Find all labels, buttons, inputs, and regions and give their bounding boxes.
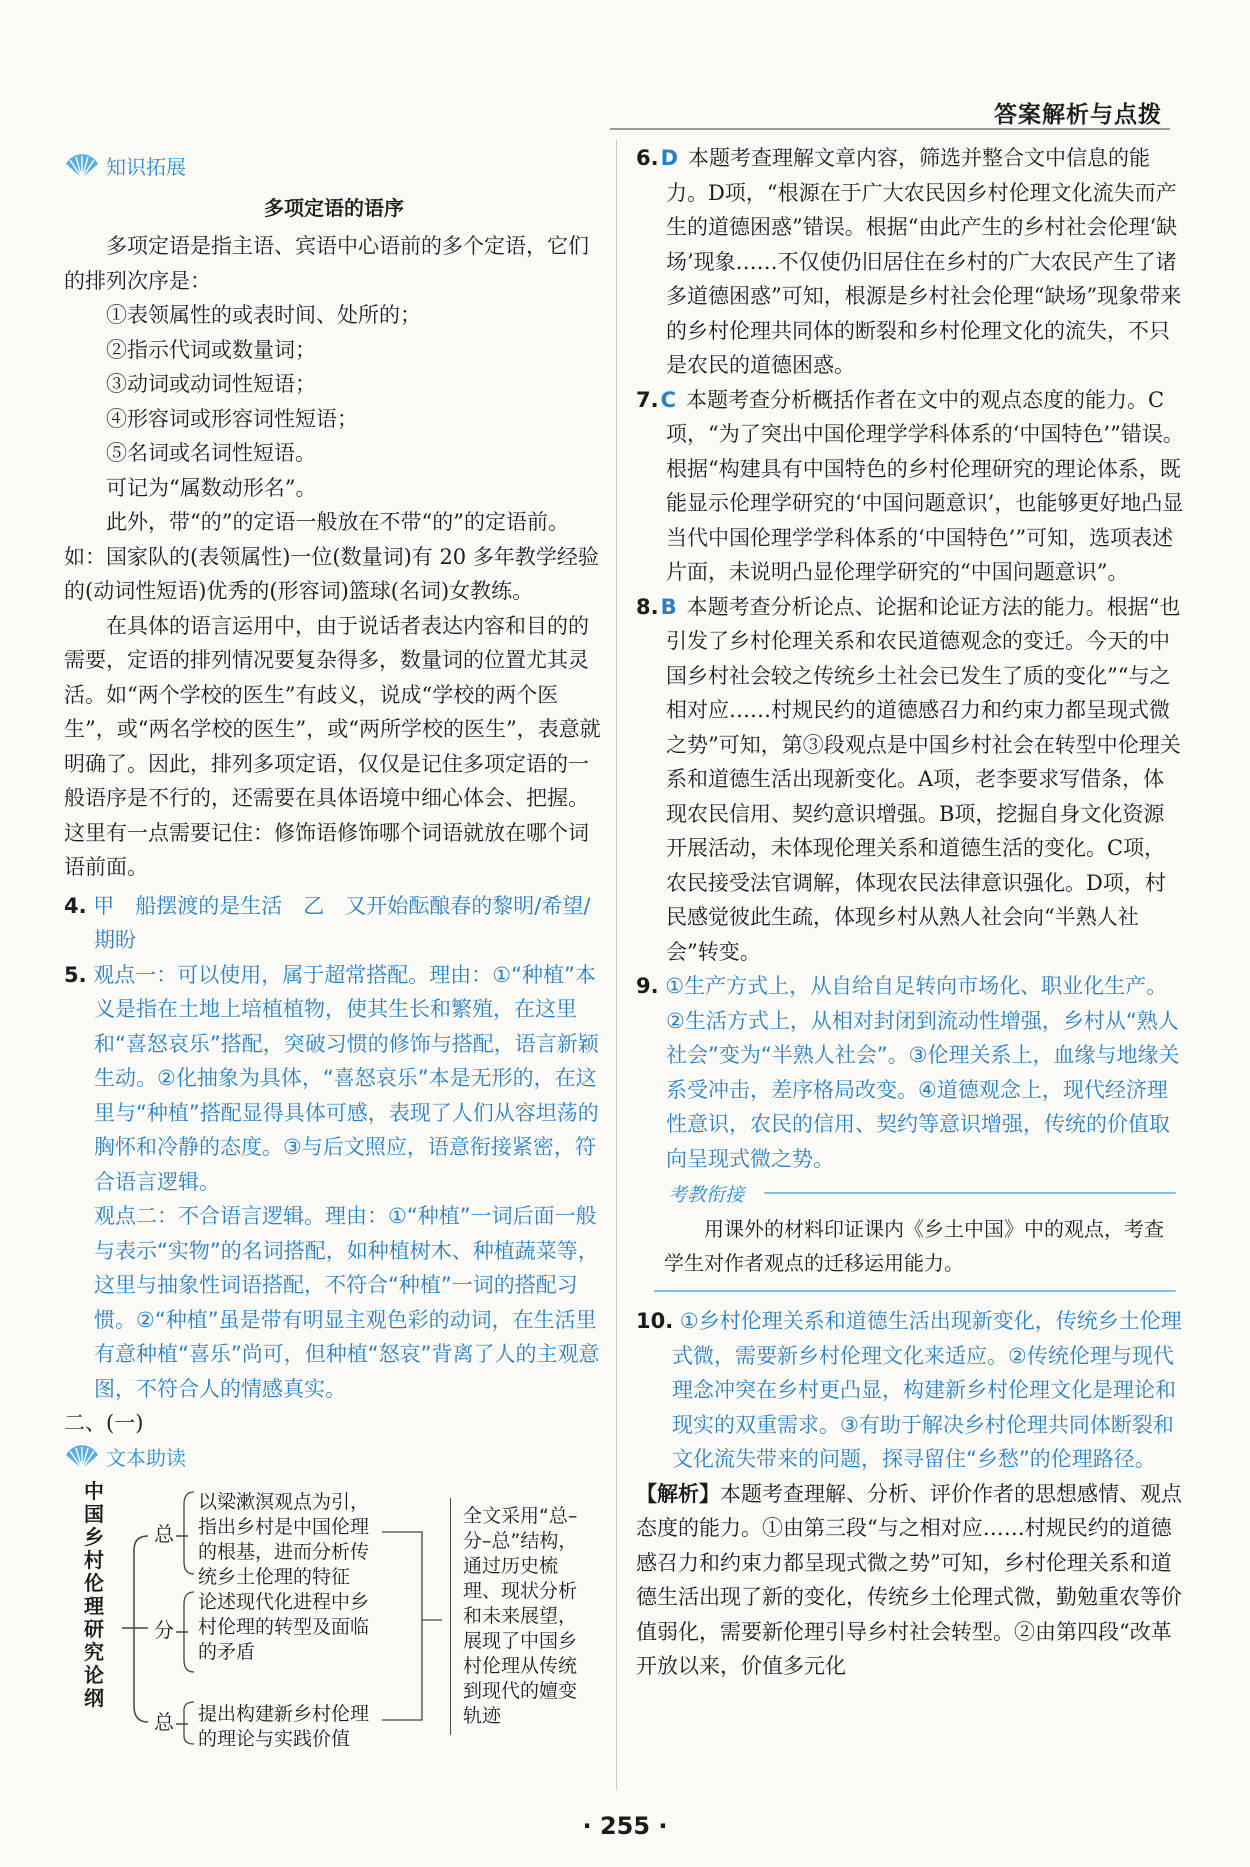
order-item-4: ④形容词或形容词性短语； bbox=[106, 406, 358, 431]
answer-10 bbox=[636, 1304, 1184, 1477]
answer-8-text: 本题考查分析论点、论据和论证方法的能力。根据“也引发了乡村伦理关系和农民道德观念的变迁。今天的中国乡村社会较之传统乡土社会已发生了质的变化”“与之相对应……村规民约的道德感召力和约束力都呈现式微之势”可知，第③段观点是中国乡村社会在转型中伦理关系和道德生活出现新变化。A项，老李要求写借条，体现农民信用、契约意识增强。B项，挖掘自身文化资源开展活动，未体现伦理关系和道德生活的变化。C项，农民接受法官调解，体现农民法律意识强化。D项，村民感觉彼此生疏，体现乡村从熟人社会向“半熟人社会”转变。 bbox=[666, 594, 1181, 964]
column-divider bbox=[616, 140, 617, 1790]
note-mnemonic: 可记为“属数动形名”。 bbox=[106, 475, 317, 500]
answer-4-text: 甲 船摆渡的是生活 乙 又开始酝酿春的黎明/希望/期盼 bbox=[93, 893, 591, 952]
right-column bbox=[636, 141, 1184, 1684]
answer-10-analysis bbox=[636, 1477, 1184, 1684]
order-item-1: ①表领属性的或表时间、处所的； bbox=[106, 303, 421, 327]
answer-10-number: 10. bbox=[636, 1309, 674, 1333]
fan-icon bbox=[64, 154, 100, 180]
structure-diagram bbox=[64, 1470, 604, 1770]
branch-label-intro: 总 bbox=[154, 1522, 174, 1546]
analysis-label: 【解析】 bbox=[636, 1481, 720, 1506]
note-title: 多项定语的语序 bbox=[264, 195, 404, 220]
answer-10-text: ①乡村伦理关系和道德生活出现新变化，传统乡土伦理式微，需要新乡村伦理文化来适应。②传统伦理与现代理念冲突在乡村更凸显，构建新乡村伦理文化是理论和现实的双重需求。③有助于解决乡村伦理共同体断裂和文化流失带来的问题，探寻留住“乡愁”的伦理路径。 bbox=[672, 1309, 1182, 1471]
box-top-rule bbox=[764, 1192, 1176, 1194]
answer-5-number: 5. bbox=[64, 962, 87, 987]
answer-4 bbox=[64, 889, 604, 958]
note-paragraph-1: 此外，带“的”的定语一般放在不带“的”的定语前。如：国家队的(表领属性)一位(数量词)有 20 多年教学经验的(动词性短语)优秀的(形容词)篮球(名词)女教练。 bbox=[64, 510, 599, 603]
text-aid-label: 文本助读 bbox=[106, 1445, 186, 1470]
fan-icon bbox=[64, 1445, 100, 1471]
exam-teaching-link-label: 考教衔接 bbox=[668, 1184, 745, 1206]
answer-7-letter: C bbox=[660, 387, 677, 412]
branch-label-body: 分 bbox=[154, 1618, 174, 1642]
answer-7-number: 7. bbox=[636, 387, 659, 412]
answer-5-view-2: 观点二：不合语言逻辑。理由：①“种植”一词后面一般与表示“实物”的名词搭配，如种植树木、种植蔬菜等，这里与抽象性词语搭配，不符合“种植”一词的搭配习惯。②“种植”虽是带有明显主观色彩的动词，在生活里有意种植“喜乐”尚可，但种植“怒哀”背离了人的主观意图，不符合人的情感真实。 bbox=[94, 1204, 600, 1401]
knowledge-extension-head bbox=[64, 150, 604, 185]
note-intro: 多项定语是指主语、宾语中心语前的多个定语，它们的排列次序是： bbox=[64, 234, 589, 293]
answer-9-number: 9. bbox=[636, 974, 659, 998]
exam-teaching-link-box bbox=[654, 1184, 1176, 1292]
answer-6 bbox=[636, 141, 1184, 383]
branch-text-conclusion: 提出构建新乡村伦理的理论与实践价值 bbox=[198, 1703, 370, 1750]
knowledge-extension-label: 知识拓展 bbox=[106, 155, 186, 179]
answer-5-view-1: 观点一：可以使用，属于超常搭配。理由：①“种植”本义是指在土地上培植植物，使其生长和繁殖，在这里和“喜怒哀乐”搭配，突破习惯的修饰与搭配，语言新颖生动。②化抽象为具体，“喜怒哀乐”本是无形的，在这里与“种植”搭配显得具体可感，表现了人们从容坦荡的胸怀和冷静的态度。③与后文照应，语意衔接紧密，符合语言逻辑。 bbox=[93, 962, 599, 1194]
analysis-text: 本题考查理解、分析、评价作者的思想感情、观点态度的能力。①由第三段“与之相对应……村规民约的道德感召力和约束力都呈现式微之势”可知，乡村伦理关系和道德生活出现了新的变化，传统乡土伦理式微，勤勉重农等价值弱化，需要新伦理引导乡村社会转型。②由第四段“改革开放以来，价值多元化 bbox=[636, 1481, 1182, 1678]
answer-6-number: 6. bbox=[636, 146, 659, 170]
answer-5 bbox=[64, 958, 604, 1200]
left-column bbox=[64, 150, 604, 1475]
branch-label-conclusion: 总 bbox=[154, 1710, 174, 1734]
diagram-connector bbox=[382, 1470, 442, 1770]
order-item-3: ③动词或动词性短语； bbox=[106, 372, 316, 396]
answer-8 bbox=[636, 590, 1184, 970]
order-item-2: ②指示代词或数量词； bbox=[106, 337, 316, 362]
answer-8-number: 8. bbox=[636, 594, 659, 619]
diagram-inner-brace bbox=[176, 1470, 196, 1770]
answer-4-number: 4. bbox=[64, 893, 87, 918]
order-item-5: ⑤名词或名词性短语。 bbox=[106, 441, 316, 465]
branch-text-intro: 以梁漱溟观点为引，指出乡村是中国伦理的根基，进而分析传统乡土伦理的特征 bbox=[198, 1491, 370, 1588]
branch-text-body: 论述现代化进程中乡村伦理的转型及面临的矛盾 bbox=[198, 1591, 370, 1663]
exam-teaching-link-text: 用课外的材料印证课内《乡土中国》中的观点，考查学生对作者观点的迁移运用能力。 bbox=[664, 1217, 1164, 1275]
header-title: 答案解析与点拨 bbox=[994, 102, 1162, 128]
box-bottom-rule bbox=[654, 1290, 1176, 1292]
section-two-label: 二、(一) bbox=[64, 1411, 144, 1435]
answer-6-text: 本题考查理解文章内容，筛选并整合文中信息的能力。D项，“根源在于广大农民因乡村伦理文化流失而产生的道德困惑”错误。根据“由此产生的乡村社会伦理‘缺场’现象……不仅使仍旧居住在乡村的广大农民产生了诸多道德困惑”可知，根源是乡村社会伦理“缺场”现象带来的乡村伦理共同体的断裂和乡村伦理文化的流失，不只是农民的道德困惑。 bbox=[666, 146, 1182, 377]
note-paragraph-2: 在具体的语言运用中，由于说话者表达内容和目的的需要，定语的排列情况要复杂得多，数量词的位置尤其灵活。如“两个学校的医生”有歧义，说成“学校的两个医生”，或“两名学校的医生”，或“两所学校的医生”，表意就明确了。因此，排列多项定语，仅仅是记住多项定语的一般语序是不行的，还需要在具体语境中细心体会、把握。这里有一点需要记住：修饰语修饰哪个词语就放在哪个词语前面。 bbox=[64, 613, 601, 879]
header-rule bbox=[610, 128, 1170, 130]
answer-6-letter: D bbox=[660, 146, 679, 170]
answer-7-text: 本题考查分析概括作者在文中的观点态度的能力。C项，“为了突出中国伦理学学科体系的‘中国特色’”错误。根据“构建具有中国特色的乡村伦理研究的理论体系，既能显示伦理学研究的‘中国问题意识’，也能够更好地凸显当代中国伦理学学科体系的‘中国特色’”可知，选项表述片面，未说明凸显伦理学研究的“中国问题意识”。 bbox=[666, 387, 1184, 584]
diagram-summary: 全文采用“总–分–总”结构，通过历史梳理、现状分析和未来展望，展现了中国乡村伦理从传统到现代的嬗变轨迹 bbox=[450, 1498, 599, 1735]
page-number: · 255 · bbox=[582, 1812, 668, 1840]
answer-9 bbox=[636, 969, 1184, 1176]
diagram-vertical-title: 中国乡村伦理研究论纲 bbox=[84, 1479, 104, 1710]
answer-9-text: ①生产方式上，从自给自足转向市场化、职业化生产。②生活方式上，从相对封闭到流动性增强，乡村从“熟人社会”变为“半熟人社会”。③伦理关系上，血缘与地缘关系受冲击，差序格局改变。④道德观念上，现代经济理性意识，农民的信用、契约等意识增强，传统的价值取向呈现式微之势。 bbox=[665, 974, 1180, 1171]
answer-7 bbox=[636, 383, 1184, 590]
answer-8-letter: B bbox=[660, 594, 677, 619]
